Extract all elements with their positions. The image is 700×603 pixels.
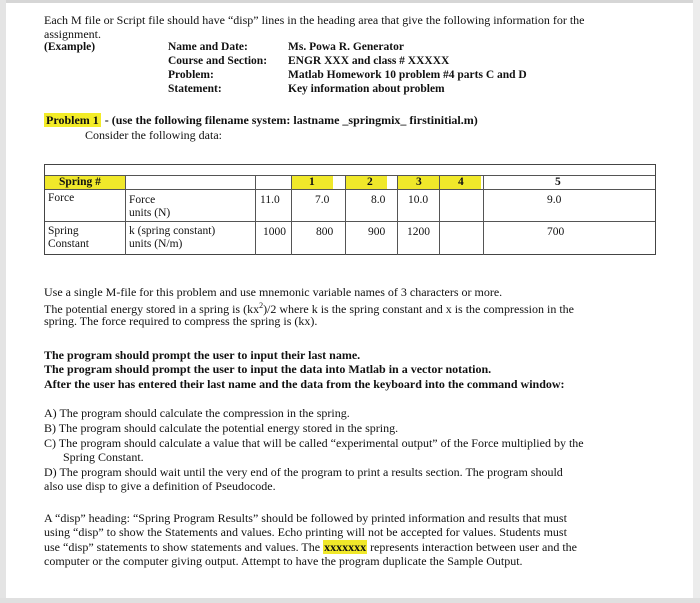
- page-bottom-edge: [0, 598, 700, 603]
- list-item-c-line-1: C) The program should calculate a value that will be called “experimental output” of the Force multiplied by the: [44, 436, 584, 450]
- list-item-d-line-1: D) The program should wait until the very end of the program to print a results section. The program should: [44, 465, 563, 479]
- example-key-problem: Problem:: [168, 69, 214, 81]
- bold-line-1: The program should prompt the user to input their last name.: [44, 348, 361, 362]
- header-num-1: 1: [309, 176, 315, 188]
- example-key-statement: Statement:: [168, 83, 222, 95]
- bold-line-3: After the user has entered their last name and the data from the keyboard into the command window:: [44, 377, 565, 391]
- example-value-course: ENGR XXX and class # XXXXX: [288, 55, 450, 67]
- final-line-2: using “disp” to show the Statements and values. Echo printing will not be accepted for values. Students must: [44, 525, 567, 539]
- para1-line-2a: The potential energy stored in a spring is (kx: [44, 302, 260, 316]
- final-line-3b: represents interaction between user and the: [370, 540, 577, 554]
- para1-line-3: spring. The force required to compress the spring is (kx).: [44, 314, 318, 328]
- table-line-header: [45, 189, 655, 190]
- list-item-d-line-2: also use disp to give a definition of Pseudocode.: [44, 479, 276, 493]
- final-line-4: computer or the computer giving output. Attempt to have the program duplicate the Sample Output.: [44, 554, 523, 568]
- header-spring-label: Spring #: [59, 176, 101, 188]
- spring-data-table: [44, 164, 656, 255]
- force-value-5: 9.0: [547, 194, 562, 206]
- problem-label: Problem 1: [46, 113, 99, 127]
- spring-value-4: 1200: [407, 226, 430, 238]
- header-num-2: 2: [367, 176, 373, 188]
- spring-value-1: 1000: [263, 226, 286, 238]
- header-num-3: 3: [416, 176, 422, 188]
- page-right-edge: [693, 0, 700, 603]
- page-top-edge: [0, 0, 700, 3]
- table-line-top-inner: [45, 175, 655, 176]
- table-vline-1: [125, 175, 126, 255]
- final-line-1: A “disp” heading: “Spring Program Results” should be followed by printed information and results that must: [44, 511, 567, 525]
- header-num-5: 5: [555, 176, 561, 188]
- spring-value-5: 700: [547, 226, 565, 238]
- intro-line-1: Each M file or Script file should have “disp” lines in the heading area that give the following information for the: [44, 13, 585, 27]
- para1-line-2b: )/2 where k is the spring constant and x is the compression in the: [263, 302, 575, 316]
- table-vline-6: [439, 175, 440, 255]
- problem-filename-rule: - (use the following filename system: lastname _springmix_ firstinitial.m): [104, 113, 478, 127]
- header-num-2-highlight: [345, 176, 387, 189]
- force-value-1: 11.0: [260, 194, 280, 206]
- para1-superscript: 2: [259, 301, 264, 310]
- force-units: units (N): [129, 207, 171, 219]
- example-value-statement: Key information about problem: [288, 83, 445, 95]
- consider-text: Consider the following data:: [85, 128, 222, 142]
- problem-heading: [44, 113, 478, 128]
- para1-line-1: Use a single M-file for this problem and use mnemonic variable names of 3 characters or more.: [44, 285, 503, 299]
- force-desc: Force: [129, 194, 156, 206]
- intro-line-2: assignment.: [44, 27, 101, 41]
- example-label: (Example): [44, 41, 96, 53]
- final-line-3: [44, 540, 577, 554]
- force-value-4: 10.0: [408, 194, 429, 206]
- table-vline-3: [291, 175, 292, 255]
- spring-row-label-2: Constant: [48, 238, 89, 250]
- table-vline-2: [255, 175, 256, 255]
- header-num-4: 4: [458, 176, 464, 188]
- spring-row-label-1: Spring: [48, 225, 79, 237]
- page-left-edge: [0, 0, 6, 603]
- list-item-b: B) The program should calculate the potential energy stored in the spring.: [44, 421, 399, 435]
- example-key-course: Course and Section:: [168, 55, 268, 67]
- spring-desc: k (spring constant): [129, 225, 216, 237]
- spring-value-3: 900: [368, 226, 386, 238]
- example-value-problem: Matlab Homework 10 problem #4 parts C and D: [288, 69, 527, 81]
- example-key-name: Name and Date:: [168, 41, 248, 53]
- list-item-a: A) The program should calculate the compression in the spring.: [44, 406, 350, 420]
- final-line-3a: use “disp” statements to show statements and values. The: [44, 540, 321, 554]
- force-value-3: 8.0: [371, 194, 386, 206]
- table-line-mid: [45, 221, 655, 222]
- table-vline-4: [345, 175, 346, 255]
- table-vline-7: [483, 175, 484, 255]
- list-item-c-line-2: Spring Constant.: [63, 450, 144, 464]
- table-vline-5: [397, 175, 398, 255]
- force-row-label: Force: [48, 192, 75, 204]
- spring-units: units (N/m): [129, 238, 183, 250]
- spring-value-2: 800: [316, 226, 334, 238]
- interaction-marker: xxxxxxx: [324, 540, 367, 554]
- bold-line-2: The program should prompt the user to input the data into Matlab in a vector notation.: [44, 362, 492, 376]
- force-value-2: 7.0: [315, 194, 330, 206]
- example-value-name: Ms. Powa R. Generator: [288, 41, 404, 53]
